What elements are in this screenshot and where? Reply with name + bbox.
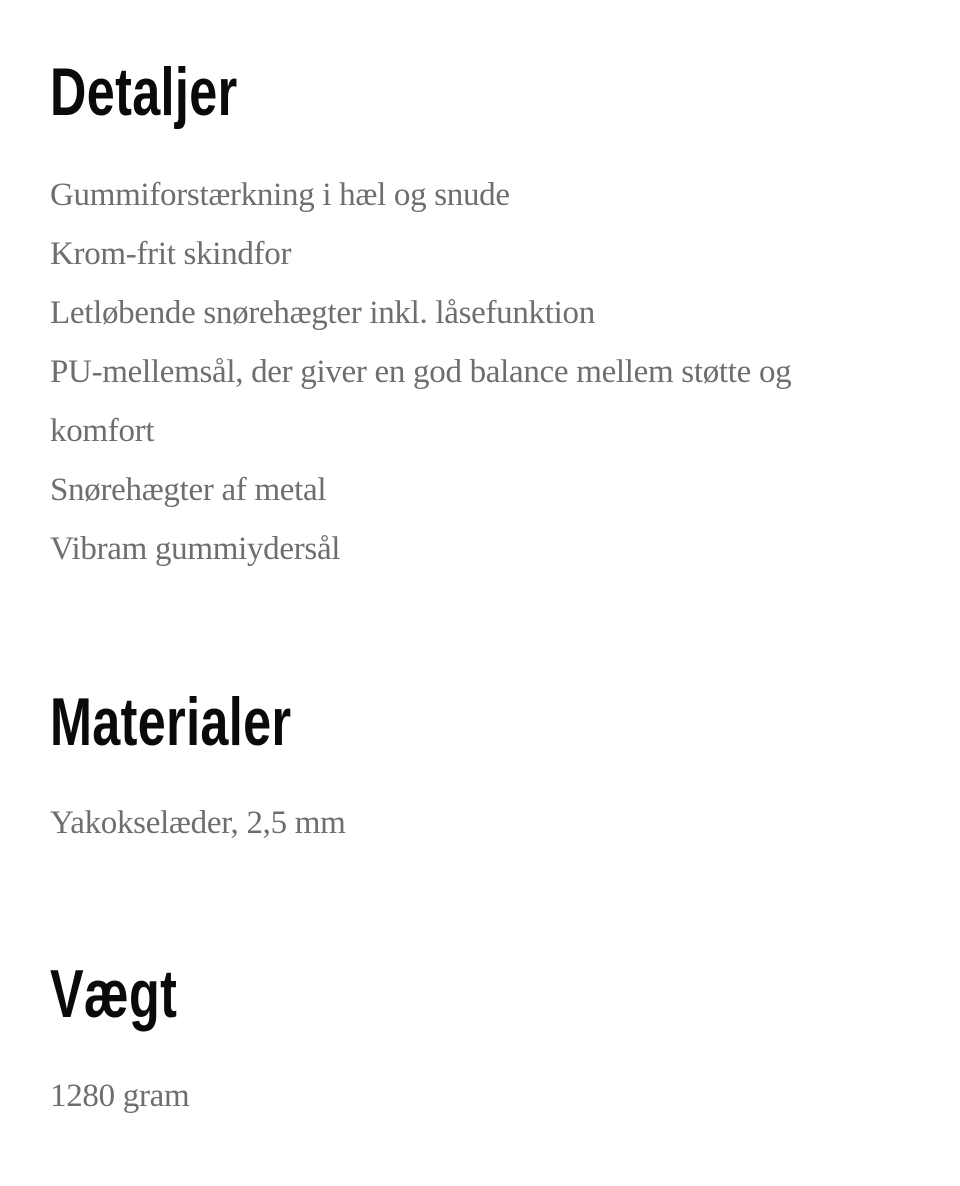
details-list xyxy=(50,166,890,579)
details-item: Vibram gummiydersål xyxy=(50,531,341,567)
weight-value: 1280 gram xyxy=(50,1078,190,1114)
details-heading: Detaljer xyxy=(50,54,238,130)
materials-value: Yakokselæder, 2,5 mm xyxy=(50,805,346,841)
weight-heading: Vægt xyxy=(50,956,178,1032)
details-item: Gummiforstærkning i hæl og snude xyxy=(50,177,510,213)
details-item: Snørehægter af metal xyxy=(50,472,327,508)
details-item: PU-mellemsål, der giver en god balance mellem støtte og komfort xyxy=(50,354,792,449)
details-item: Letløbende snørehægter inkl. låsefunktion xyxy=(50,295,595,331)
materials-heading: Materialer xyxy=(50,684,292,760)
details-item: Krom-frit skindfor xyxy=(50,236,292,272)
